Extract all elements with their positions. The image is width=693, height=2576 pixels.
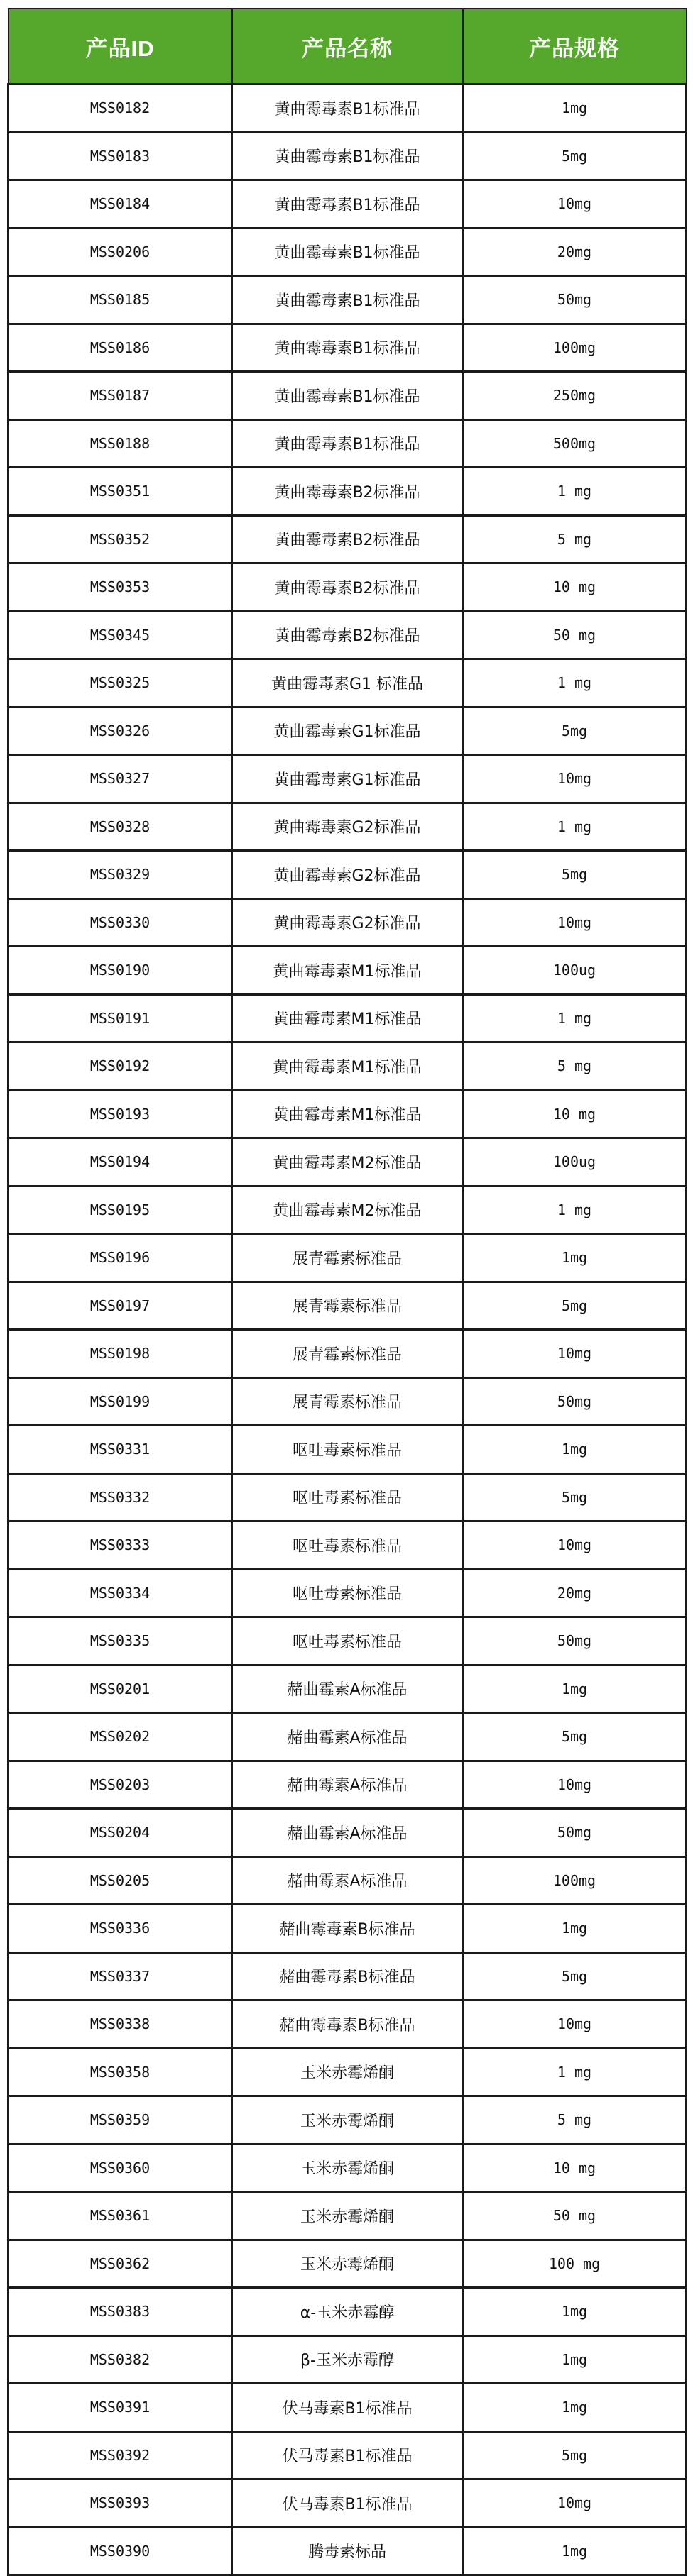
cell-product-spec: 5mg	[463, 707, 687, 755]
cell-product-name: 玉米赤霉烯酮	[232, 2240, 463, 2288]
table-row	[9, 515, 687, 563]
cell-product-spec: 100ug	[463, 947, 687, 995]
cell-product-name: 呕吐毒素标准品	[232, 1617, 463, 1666]
cell-product-name: 呕吐毒素标准品	[232, 1521, 463, 1570]
cell-product-name: 呕吐毒素标准品	[232, 1426, 463, 1474]
table-row	[9, 1856, 687, 1905]
cell-product-name: β-玉米赤霉醇	[232, 2335, 463, 2384]
cell-product-spec: 20mg	[463, 228, 687, 276]
cell-product-spec: 1 mg	[463, 803, 687, 851]
cell-product-spec: 1mg	[463, 1234, 687, 1282]
cell-product-spec: 100mg	[463, 324, 687, 372]
cell-product-spec: 1mg	[463, 1426, 687, 1474]
cell-product-spec: 1mg	[463, 2288, 687, 2336]
cell-product-spec: 5mg	[463, 1473, 687, 1521]
table-row	[9, 1952, 687, 2000]
table-row	[9, 707, 687, 755]
cell-product-name: 黄曲霉毒素G2标准品	[232, 851, 463, 899]
cell-product-name: 展青霉素标准品	[232, 1234, 463, 1282]
cell-product-id: MSS0187	[9, 372, 232, 420]
cell-product-spec: 50mg	[463, 1617, 687, 1666]
cell-product-name: 黄曲霉毒素B1标准品	[232, 228, 463, 276]
cell-product-id: MSS0331	[9, 1426, 232, 1474]
cell-product-name: 玉米赤霉烯酮	[232, 2144, 463, 2192]
cell-product-name: 黄曲霉毒素B1标准品	[232, 132, 463, 180]
cell-product-spec: 10 mg	[463, 563, 687, 612]
cell-product-id: MSS0351	[9, 468, 232, 516]
cell-product-spec: 5mg	[463, 132, 687, 180]
table-row	[9, 1138, 687, 1187]
cell-product-id: MSS0201	[9, 1665, 232, 1713]
table-row	[9, 563, 687, 612]
cell-product-id: MSS0183	[9, 132, 232, 180]
cell-product-id: MSS0188	[9, 419, 232, 468]
cell-product-id: MSS0192	[9, 1042, 232, 1091]
cell-product-id: MSS0190	[9, 947, 232, 995]
cell-product-name: 黄曲霉毒素B1标准品	[232, 84, 463, 133]
cell-product-spec: 10mg	[463, 180, 687, 229]
cell-product-name: 黄曲霉毒素M1标准品	[232, 1042, 463, 1091]
table-row	[9, 2144, 687, 2192]
cell-product-spec: 1mg	[463, 1665, 687, 1713]
cell-product-spec: 1mg	[463, 2335, 687, 2384]
cell-product-id: MSS0334	[9, 1569, 232, 1617]
table-row	[9, 659, 687, 708]
table-row	[9, 1665, 687, 1713]
cell-product-id: MSS0185	[9, 276, 232, 324]
cell-product-name: 赭曲霉素A标准品	[232, 1856, 463, 1905]
cell-product-spec: 50mg	[463, 276, 687, 324]
cell-product-id: MSS0338	[9, 2000, 232, 2049]
table-row	[9, 2479, 687, 2528]
cell-product-name: 赭曲霉素A标准品	[232, 1761, 463, 1809]
cell-product-id: MSS0330	[9, 898, 232, 947]
cell-product-id: MSS0361	[9, 2192, 232, 2240]
cell-product-name: 黄曲霉毒素G1标准品	[232, 755, 463, 803]
cell-product-name: 黄曲霉毒素G1 标准品	[232, 659, 463, 708]
table-row	[9, 132, 687, 180]
cell-product-id: MSS0333	[9, 1521, 232, 1570]
cell-product-id: MSS0196	[9, 1234, 232, 1282]
header-product-id: 产品ID	[9, 9, 232, 84]
cell-product-spec: 1 mg	[463, 1186, 687, 1234]
cell-product-spec: 250mg	[463, 372, 687, 420]
cell-product-id: MSS0325	[9, 659, 232, 708]
cell-product-spec: 10mg	[463, 2000, 687, 2049]
cell-product-id: MSS0191	[9, 994, 232, 1042]
table-row	[9, 898, 687, 947]
cell-product-id: MSS0194	[9, 1138, 232, 1187]
table-row	[9, 1905, 687, 1953]
table-row	[9, 2000, 687, 2049]
cell-product-name: 伏马毒素B1标准品	[232, 2384, 463, 2432]
cell-product-name: 黄曲霉毒素B2标准品	[232, 468, 463, 516]
cell-product-name: 黄曲霉毒素M2标准品	[232, 1138, 463, 1187]
cell-product-name: 展青霉素标准品	[232, 1282, 463, 1330]
cell-product-id: MSS0327	[9, 755, 232, 803]
cell-product-spec: 1 mg	[463, 2048, 687, 2096]
cell-product-id: MSS0383	[9, 2288, 232, 2336]
cell-product-spec: 1 mg	[463, 468, 687, 516]
cell-product-name: 黄曲霉毒素G1标准品	[232, 707, 463, 755]
cell-product-spec: 20mg	[463, 1569, 687, 1617]
cell-product-spec: 10mg	[463, 755, 687, 803]
cell-product-id: MSS0184	[9, 180, 232, 229]
cell-product-id: MSS0205	[9, 1856, 232, 1905]
cell-product-id: MSS0360	[9, 2144, 232, 2192]
cell-product-spec: 50 mg	[463, 611, 687, 659]
cell-product-name: 黄曲霉毒素B1标准品	[232, 180, 463, 229]
cell-product-spec: 1mg	[463, 2384, 687, 2432]
cell-product-id: MSS0382	[9, 2335, 232, 2384]
cell-product-spec: 10mg	[463, 898, 687, 947]
table-row	[9, 803, 687, 851]
cell-product-name: 赭曲霉毒素B标准品	[232, 1952, 463, 2000]
cell-product-id: MSS0197	[9, 1282, 232, 1330]
table-row	[9, 324, 687, 372]
cell-product-name: 玉米赤霉烯酮	[232, 2096, 463, 2145]
cell-product-name: 伏马毒素B1标准品	[232, 2431, 463, 2479]
cell-product-spec: 5mg	[463, 1282, 687, 1330]
table-row	[9, 1713, 687, 1761]
cell-product-spec: 50mg	[463, 1809, 687, 1857]
cell-product-spec: 1mg	[463, 84, 687, 133]
table-row	[9, 419, 687, 468]
table-row	[9, 276, 687, 324]
cell-product-id: MSS0391	[9, 2384, 232, 2432]
cell-product-name: 黄曲霉毒素B1标准品	[232, 372, 463, 420]
cell-product-id: MSS0198	[9, 1330, 232, 1378]
cell-product-id: MSS0329	[9, 851, 232, 899]
cell-product-id: MSS0392	[9, 2431, 232, 2479]
cell-product-name: 黄曲霉毒素B1标准品	[232, 324, 463, 372]
cell-product-id: MSS0328	[9, 803, 232, 851]
cell-product-name: 展青霉素标准品	[232, 1377, 463, 1426]
cell-product-spec: 5mg	[463, 851, 687, 899]
cell-product-spec: 5mg	[463, 1952, 687, 2000]
cell-product-spec: 500mg	[463, 419, 687, 468]
cell-product-name: 黄曲霉毒素G2标准品	[232, 803, 463, 851]
cell-product-name: 黄曲霉毒素M1标准品	[232, 994, 463, 1042]
cell-product-name: 黄曲霉毒素B1标准品	[232, 276, 463, 324]
cell-product-spec: 5 mg	[463, 1042, 687, 1091]
table-row	[9, 1186, 687, 1234]
table-row	[9, 611, 687, 659]
table-body	[9, 84, 687, 2575]
cell-product-spec: 1mg	[463, 2527, 687, 2575]
table-row	[9, 1282, 687, 1330]
cell-product-spec: 10mg	[463, 2479, 687, 2528]
table-row	[9, 1234, 687, 1282]
cell-product-spec: 10 mg	[463, 1090, 687, 1138]
table-row	[9, 851, 687, 899]
cell-product-name: 黄曲霉毒素B1标准品	[232, 419, 463, 468]
table-row	[9, 1377, 687, 1426]
cell-product-name: 黄曲霉毒素B2标准品	[232, 563, 463, 612]
table-row	[9, 468, 687, 516]
table-row	[9, 372, 687, 420]
header-product-spec: 产品规格	[463, 9, 687, 84]
cell-product-spec: 1 mg	[463, 659, 687, 708]
cell-product-name: 黄曲霉毒素B2标准品	[232, 515, 463, 563]
cell-product-spec: 10mg	[463, 1330, 687, 1378]
cell-product-id: MSS0345	[9, 611, 232, 659]
cell-product-name: 呕吐毒素标准品	[232, 1569, 463, 1617]
cell-product-id: MSS0336	[9, 1905, 232, 1953]
cell-product-id: MSS0186	[9, 324, 232, 372]
table-row	[9, 228, 687, 276]
table-row	[9, 2048, 687, 2096]
table-row	[9, 1426, 687, 1474]
cell-product-spec: 5 mg	[463, 515, 687, 563]
cell-product-id: MSS0204	[9, 1809, 232, 1857]
cell-product-name: 赭曲霉素A标准品	[232, 1713, 463, 1761]
cell-product-spec: 10mg	[463, 1761, 687, 1809]
cell-product-id: MSS0206	[9, 228, 232, 276]
cell-product-id: MSS0393	[9, 2479, 232, 2528]
cell-product-spec: 10mg	[463, 1521, 687, 1570]
cell-product-id: MSS0358	[9, 2048, 232, 2096]
table-row	[9, 2384, 687, 2432]
cell-product-spec: 1mg	[463, 1905, 687, 1953]
cell-product-id: MSS0182	[9, 84, 232, 133]
cell-product-spec: 1 mg	[463, 994, 687, 1042]
table-row	[9, 2192, 687, 2240]
table-row	[9, 1809, 687, 1857]
table-row	[9, 2288, 687, 2336]
table-row	[9, 1042, 687, 1091]
cell-product-id: MSS0326	[9, 707, 232, 755]
cell-product-id: MSS0199	[9, 1377, 232, 1426]
cell-product-name: 赭曲霉素A标准品	[232, 1665, 463, 1713]
table-row	[9, 2335, 687, 2384]
cell-product-name: 黄曲霉毒素G2标准品	[232, 898, 463, 947]
cell-product-spec: 5 mg	[463, 2096, 687, 2145]
cell-product-id: MSS0332	[9, 1473, 232, 1521]
cell-product-name: 黄曲霉毒素B2标准品	[232, 611, 463, 659]
cell-product-spec: 100mg	[463, 1856, 687, 1905]
table-row	[9, 180, 687, 229]
table-row	[9, 1569, 687, 1617]
cell-product-id: MSS0359	[9, 2096, 232, 2145]
cell-product-id: MSS0352	[9, 515, 232, 563]
cell-product-name: 黄曲霉毒素M1标准品	[232, 947, 463, 995]
cell-product-id: MSS0353	[9, 563, 232, 612]
table-row	[9, 1330, 687, 1378]
cell-product-id: MSS0390	[9, 2527, 232, 2575]
table-row	[9, 1090, 687, 1138]
cell-product-spec: 100 mg	[463, 2240, 687, 2288]
cell-product-name: 赭曲霉素A标准品	[232, 1809, 463, 1857]
table-row	[9, 1521, 687, 1570]
cell-product-name: 玉米赤霉烯酮	[232, 2048, 463, 2096]
cell-product-name: 腾毒素标品	[232, 2527, 463, 2575]
cell-product-spec: 50mg	[463, 1377, 687, 1426]
cell-product-id: MSS0195	[9, 1186, 232, 1234]
table-row	[9, 1617, 687, 1666]
header-row	[9, 9, 687, 84]
table-row	[9, 1761, 687, 1809]
table-header	[9, 9, 687, 84]
cell-product-name: 黄曲霉毒素M1标准品	[232, 1090, 463, 1138]
table-row	[9, 2431, 687, 2479]
cell-product-spec: 5mg	[463, 2431, 687, 2479]
cell-product-name: 赭曲霉毒素B标准品	[232, 1905, 463, 1953]
table-row	[9, 755, 687, 803]
cell-product-id: MSS0362	[9, 2240, 232, 2288]
cell-product-id: MSS0202	[9, 1713, 232, 1761]
cell-product-name: 伏马毒素B1标准品	[232, 2479, 463, 2528]
table-row	[9, 947, 687, 995]
cell-product-name: 展青霉素标准品	[232, 1330, 463, 1378]
header-product-name: 产品名称	[232, 9, 463, 84]
cell-product-name: 呕吐毒素标准品	[232, 1473, 463, 1521]
cell-product-spec: 100ug	[463, 1138, 687, 1187]
cell-product-id: MSS0193	[9, 1090, 232, 1138]
cell-product-name: 黄曲霉毒素M2标准品	[232, 1186, 463, 1234]
cell-product-spec: 50 mg	[463, 2192, 687, 2240]
cell-product-name: α-玉米赤霉醇	[232, 2288, 463, 2336]
table-row	[9, 994, 687, 1042]
cell-product-name: 玉米赤霉烯酮	[232, 2192, 463, 2240]
table-row	[9, 2240, 687, 2288]
table-row	[9, 2096, 687, 2145]
table-row	[9, 84, 687, 133]
cell-product-name: 赭曲霉毒素B标准品	[232, 2000, 463, 2049]
cell-product-spec: 10 mg	[463, 2144, 687, 2192]
cell-product-id: MSS0337	[9, 1952, 232, 2000]
product-table	[7, 8, 687, 2576]
cell-product-spec: 5mg	[463, 1713, 687, 1761]
table-row	[9, 1473, 687, 1521]
cell-product-id: MSS0203	[9, 1761, 232, 1809]
table-row	[9, 2527, 687, 2575]
cell-product-id: MSS0335	[9, 1617, 232, 1666]
